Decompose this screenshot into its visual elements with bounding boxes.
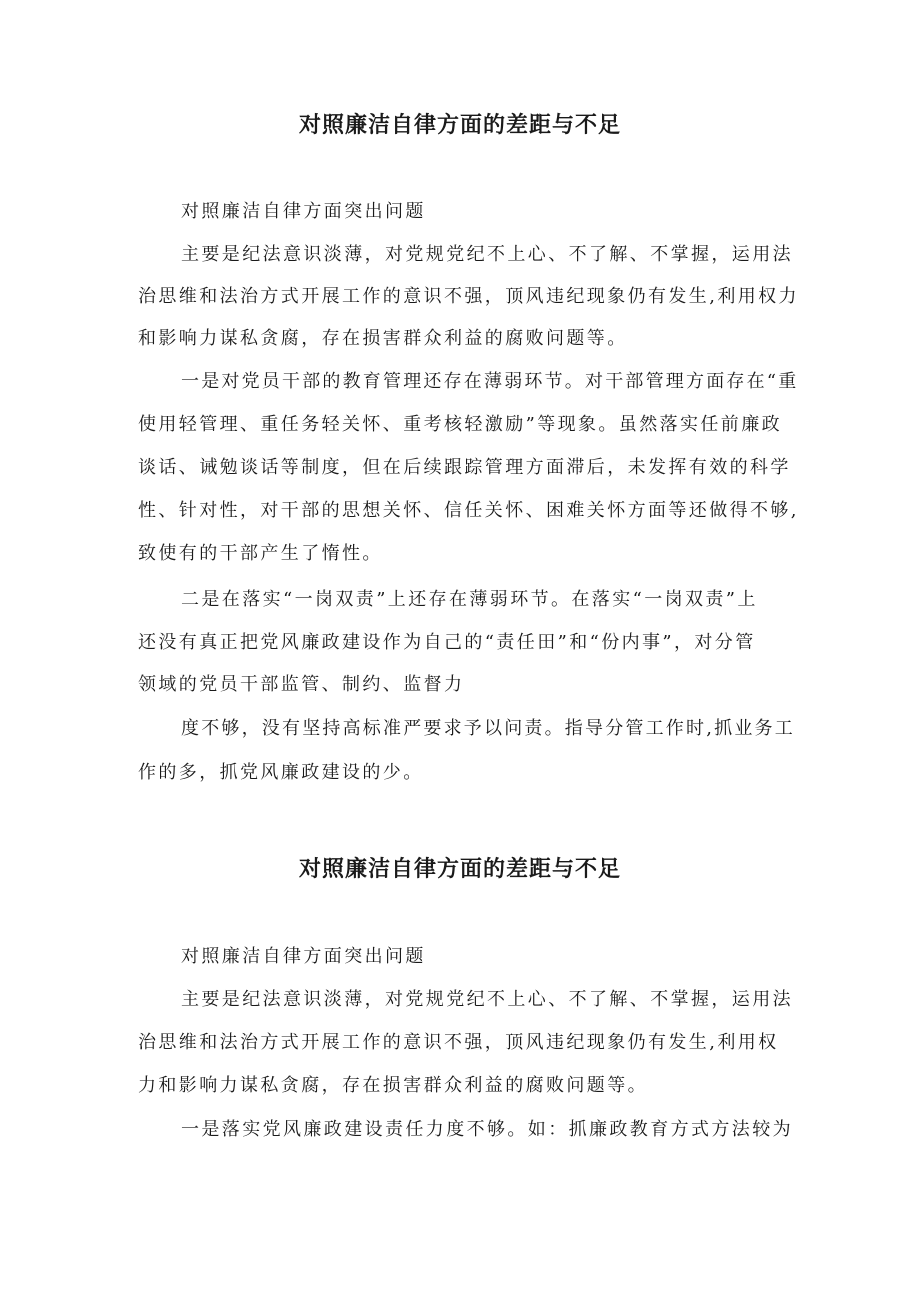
- section-1-paragraph-3-line: 还没有真正把党风廉政建设作为自己的“责任田”和“份内事”，对分管: [138, 632, 756, 653]
- section-1-paragraph-1-line: 主要是纪法意识淡薄，对党规党纪不上心、不了解、不掌握，运用法: [181, 244, 793, 265]
- section-1-title: 对照廉洁自律方面的差距与不足: [298, 113, 621, 138]
- section-1-paragraph-3-line: 二是在落实“一岗双责”上还存在薄弱环节。在落实“一岗双责”上: [181, 589, 758, 610]
- section-2-paragraph-2-line: 一是落实党风廉政建设责任力度不够。如：抓廉政教育方式方法较为: [181, 1119, 793, 1140]
- section-1-paragraph-4-line: 作的多，抓党风廉政建设的少。: [138, 762, 424, 783]
- section-1-paragraph-2-line: 使用轻管理、重任务轻关怀、重考核轻激励”等现象。虽然落实任前廉政: [138, 414, 782, 435]
- section-2-paragraph-1-line: 治思维和法治方式开展工作的意识不强，顶风违纪现象仍有发生,利用权: [138, 1032, 779, 1053]
- section-2-paragraph-1-line: 主要是纪法意识淡薄，对党规党纪不上心、不了解、不掌握，运用法: [181, 989, 793, 1010]
- section-2-subtitle: 对照廉洁自律方面突出问题: [181, 946, 426, 967]
- section-2-paragraph-1-line: 力和影响力谋私贪腐，存在损害群众利益的腐败问题等。: [138, 1075, 648, 1096]
- section-1-paragraph-1-line: 和影响力谋私贪腐，存在损害群众利益的腐败问题等。: [138, 328, 628, 349]
- section-1-paragraph-2-line: 谈话、诫勉谈话等制度，但在后续跟踪管理方面滞后，未发挥有效的科学: [138, 457, 791, 478]
- section-1-paragraph-4-line: 度不够，没有坚持高标准严要求予以问责。指导分管工作时,抓业务工: [181, 718, 795, 739]
- section-1-paragraph-1-line: 治思维和法治方式开展工作的意识不强，顶风违纪现象仍有发生,利用权力: [138, 286, 799, 307]
- section-1-paragraph-3-line: 领域的党员干部监管、制约、监督力: [138, 674, 465, 695]
- section-2-title: 对照廉洁自律方面的差距与不足: [298, 857, 621, 882]
- section-1-paragraph-2-line: 一是对党员干部的教育管理还存在薄弱环节。对干部管理方面存在“重: [181, 371, 799, 392]
- section-1-paragraph-2-line: 致使有的干部产生了惰性。: [138, 543, 383, 564]
- section-1-subtitle: 对照廉洁自律方面突出问题: [181, 201, 426, 222]
- section-1-paragraph-2-line: 性、针对性，对干部的思想关怀、信任关怀、困难关怀方面等还做得不够,: [138, 500, 799, 521]
